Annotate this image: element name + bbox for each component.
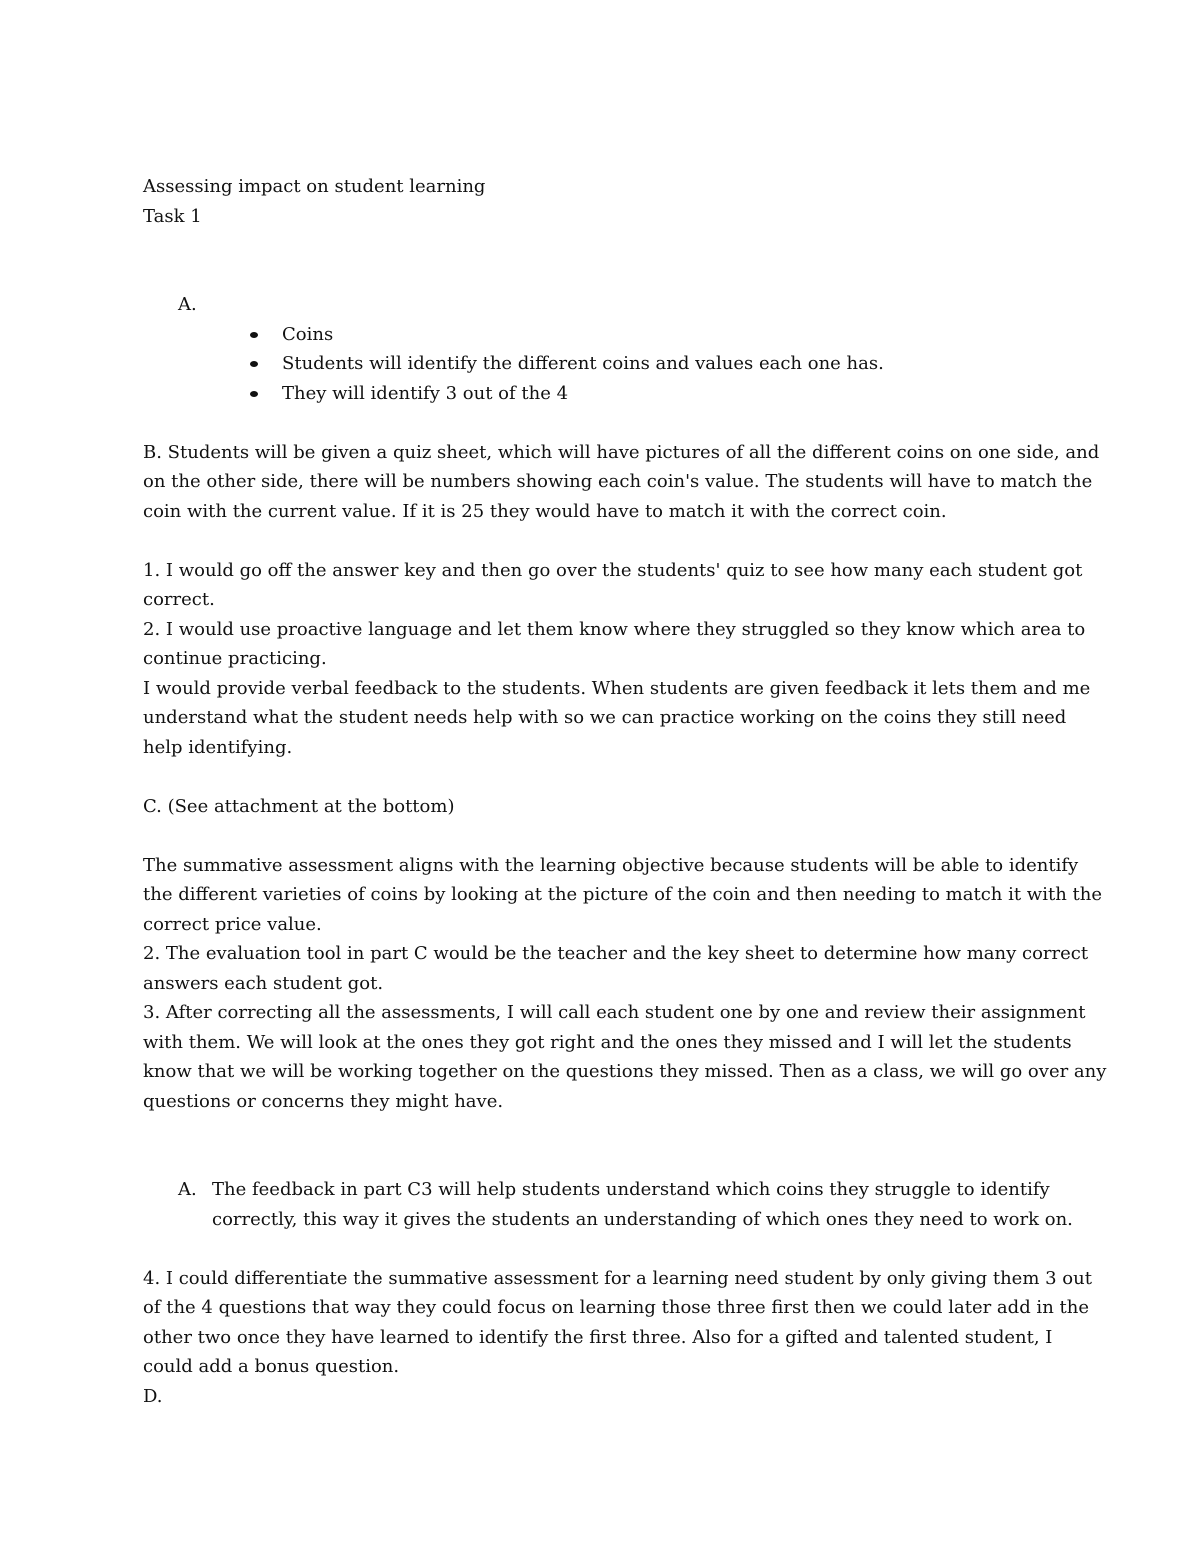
- section-a2-item: [143, 1175, 1073, 1234]
- section-d-marker: D.: [143, 1385, 163, 1407]
- bullet-text: Students will identify the different coins and values each one has.: [282, 353, 884, 374]
- section-c-heading: C. (See attachment at the bottom): [143, 795, 455, 817]
- paragraph-line: 2. The evaluation tool in part C would be the teacher and the key sheet to determine how many correct: [143, 943, 1089, 964]
- paragraph-line: understand what the student needs help with so we can practice working on the coins they still need: [143, 707, 1067, 728]
- section-b-paragraph: [143, 438, 1100, 527]
- section-a2-marker: A.: [178, 1179, 197, 1200]
- bullet-item: [243, 320, 1063, 350]
- section-a-bullet-list: [243, 320, 1063, 409]
- paragraph-line: the different varieties of coins by looking at the picture of the coin and then needing to match it with the: [143, 884, 1102, 905]
- document-title: Assessing impact on student learning: [143, 176, 486, 197]
- paragraph-line: coin with the current value. If it is 25 they would have to match it with the correct coin.: [143, 500, 947, 522]
- bullet-icon: [250, 391, 258, 397]
- paragraph-line: The feedback in part C3 will help students understand which coins they struggle to identify: [212, 1179, 1050, 1200]
- paragraph-line: know that we will be working together on the questions they missed. Then as a class, we will go over any: [143, 1061, 1107, 1082]
- paragraph-line: I would provide verbal feedback to the students. When students are given feedback it lets them and me: [143, 677, 1091, 699]
- paragraph-line: correct.: [143, 589, 215, 610]
- feedback-paragraph: [143, 556, 1091, 763]
- paragraph-line: correctly, this way it gives the students an understanding of which ones they need to work on.: [212, 1208, 1073, 1230]
- paragraph-line: with them. We will look at the ones they got right and the ones they missed and I will let the students: [143, 1031, 1072, 1053]
- paragraph-line: of the 4 questions that way they could focus on learning those three first then we could later add in the: [143, 1297, 1089, 1318]
- task-label: Task 1: [143, 205, 202, 227]
- paragraph-line: B. Students will be given a quiz sheet, which will have pictures of all the different coins on one side, and: [143, 441, 1100, 463]
- paragraph-line: on the other side, there will be numbers showing each coin's value. The students will have to match the: [143, 471, 1093, 492]
- paragraph-line: other two once they have learned to identify the first three. Also for a gifted and talented student, I: [143, 1326, 1053, 1348]
- paragraph-line: 1. I would go off the answer key and then go over the students' quiz to see how many each student got: [143, 559, 1083, 581]
- paragraph-line: correct price value.: [143, 913, 322, 935]
- section-4-paragraph: [143, 1264, 1092, 1412]
- bullet-text: Coins: [282, 323, 334, 345]
- paragraph-line: could add a bonus question.: [143, 1356, 400, 1377]
- bullet-item: [243, 349, 1063, 379]
- bullet-icon: [250, 361, 258, 367]
- paragraph-line: continue practicing.: [143, 648, 327, 669]
- paragraph-line: help identifying.: [143, 736, 293, 758]
- section-c-paragraph: [143, 851, 1107, 1117]
- section-a-marker: A.: [178, 294, 197, 315]
- bullet-item: [243, 379, 1063, 409]
- paragraph-line: questions or concerns they might have.: [143, 1090, 504, 1112]
- bullet-text: They will identify 3 out of the 4: [282, 382, 569, 404]
- paragraph-line: The summative assessment aligns with the learning objective because students will be able to identify: [143, 854, 1079, 876]
- paragraph-line: 2. I would use proactive language and let them know where they struggled so they know which area to: [143, 618, 1086, 640]
- bullet-icon: [250, 332, 258, 338]
- paragraph-line: 3. After correcting all the assessments, I will call each student one by one and review their assignment: [143, 1002, 1086, 1023]
- document-page: [143, 172, 1107, 1411]
- paragraph-line: 4. I could differentiate the summative assessment for a learning need student by only giving them 3 out: [143, 1267, 1092, 1289]
- paragraph-line: answers each student got.: [143, 972, 384, 994]
- section-a: [143, 290, 1063, 320]
